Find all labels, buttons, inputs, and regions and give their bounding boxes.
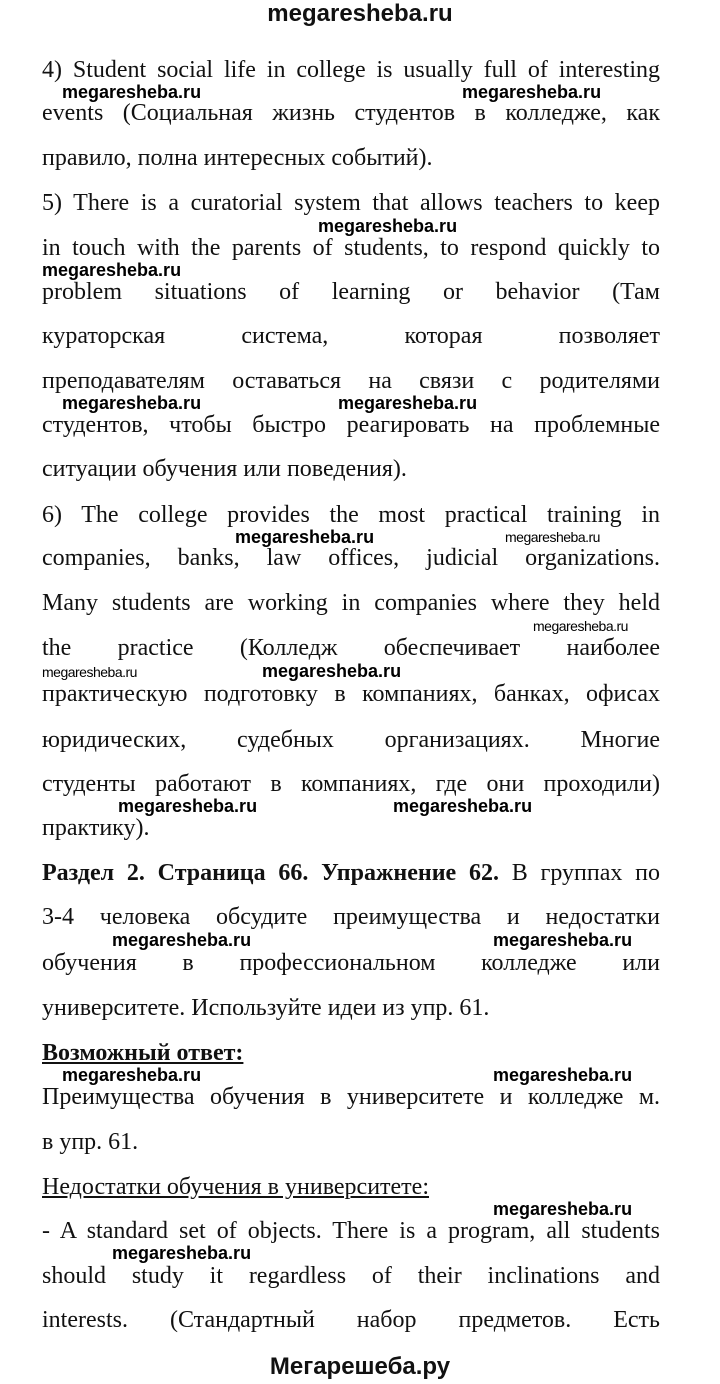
watermark: megaresheba.ru	[235, 527, 375, 547]
text-line: практику).	[42, 815, 150, 841]
text-line: - A standard set of objects. There is a program, all students	[42, 1218, 660, 1244]
watermark: megaresheba.ru	[262, 661, 402, 681]
watermark: megaresheba.ru	[493, 1199, 633, 1219]
text-line: should study it regardless of their inclinations and	[42, 1263, 660, 1289]
text-line: companies, banks, law offices, judicial organizations.	[42, 545, 660, 571]
text-line: ситуации обучения или поведения).	[42, 456, 407, 482]
watermark: megaresheba.ru	[533, 618, 628, 634]
watermark: megaresheba.ru	[62, 82, 202, 102]
text-line: 4) Student social life in college is usually full of interesting	[42, 57, 660, 83]
section-line	[42, 860, 660, 886]
watermark: megaresheba.ru	[112, 1243, 252, 1263]
text-line: практическую подготовку в компаниях, банках, офисах	[42, 681, 660, 707]
watermark: megaresheba.ru	[393, 796, 533, 816]
answer-heading: Возможный ответ:	[42, 1040, 244, 1066]
site-header: megaresheba.ru	[267, 0, 453, 27]
text-line: Many students are working in companies where they held	[42, 590, 660, 616]
text-line: в упр. 61.	[42, 1129, 139, 1155]
text-line: 3-4 человека обсудите преимущества и недостатки	[42, 904, 660, 930]
text-line: обучения в профессиональном колледже или	[42, 950, 660, 976]
watermark: megaresheba.ru	[42, 260, 182, 280]
text-line: юридических, судебных организациях. Многие	[42, 727, 660, 753]
text-line: университете. Используйте идеи из упр. 61.	[42, 995, 490, 1021]
text-line: Преимущества обучения в университете и колледже м.	[42, 1084, 660, 1110]
watermark: megaresheba.ru	[62, 1065, 202, 1085]
text-line: кураторская система, которая позволяет	[42, 323, 660, 349]
text-line: in touch with the parents of students, to respond quickly to	[42, 235, 660, 261]
watermark: megaresheba.ru	[112, 930, 252, 950]
watermark: megaresheba.ru	[318, 216, 458, 236]
watermark: megaresheba.ru	[493, 930, 633, 950]
text-line: 6) The college provides the most practical training in	[42, 502, 660, 528]
site-footer: Мегарешеба.ру	[269, 1353, 451, 1380]
text-line: правило, полна интересных событий).	[42, 145, 433, 171]
watermark: megaresheba.ru	[62, 393, 202, 413]
text-line: problem situations of learning or behavior (Там	[42, 279, 660, 305]
watermark: megaresheba.ru	[42, 664, 137, 680]
section-title: Раздел 2. Страница 66. Упражнение 62.	[42, 860, 499, 886]
text-line: the practice (Колледж обеспечивает наиболее	[42, 635, 660, 661]
watermark: megaresheba.ru	[118, 796, 258, 816]
text-line: студентов, чтобы быстро реагировать на проблемные	[42, 412, 660, 438]
watermark: megaresheba.ru	[493, 1065, 633, 1085]
text-line: events (Социальная жизнь студентов в колледже, как	[42, 100, 660, 126]
watermark: megaresheba.ru	[505, 529, 600, 545]
section-text: В группах по	[511, 860, 661, 886]
watermark: megaresheba.ru	[338, 393, 478, 413]
text-line: студенты работают в компаниях, где они проходили)	[42, 771, 660, 797]
watermark: megaresheba.ru	[462, 82, 602, 102]
text-line: interests. (Стандартный набор предметов. Есть	[42, 1307, 660, 1333]
text-line: преподавателям оставаться на связи с родителями	[42, 368, 660, 394]
subheading: Недостатки обучения в университете:	[42, 1174, 429, 1200]
text-line: 5) There is a curatorial system that allows teachers to keep	[42, 190, 660, 216]
